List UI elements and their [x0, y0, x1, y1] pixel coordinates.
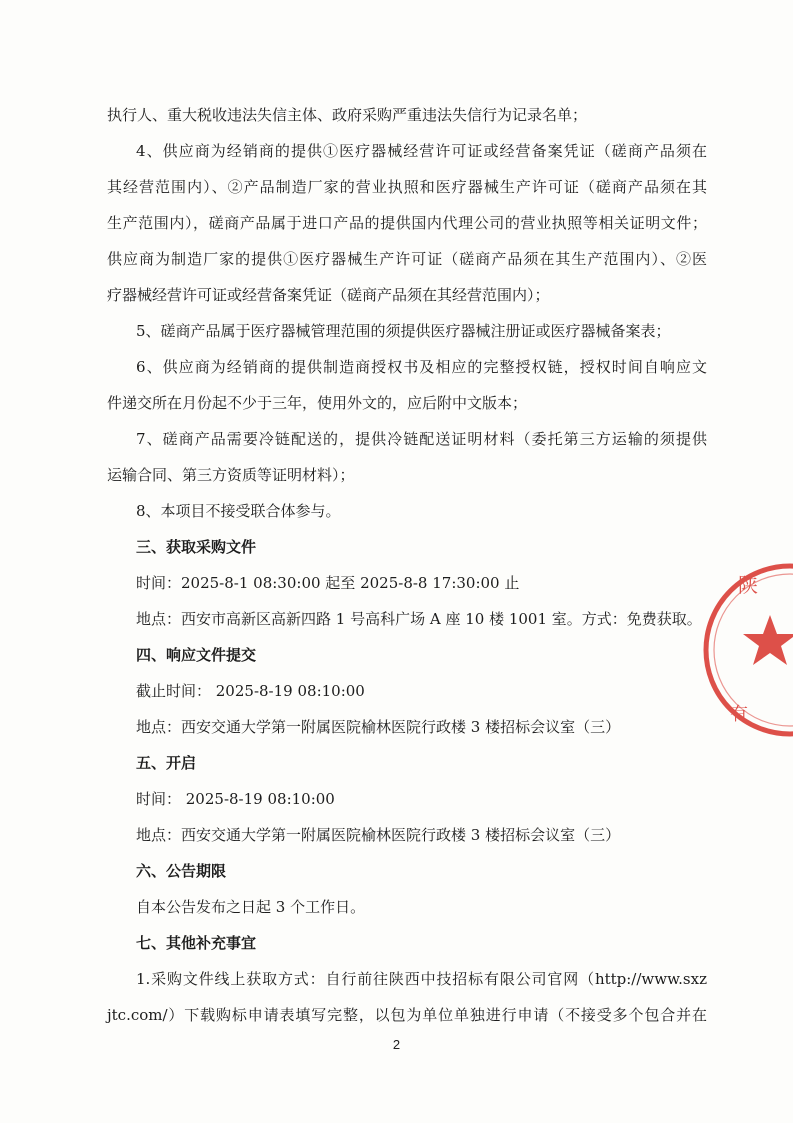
text-line: 供应商为制造厂家的提供①医疗器械生产许可证（磋商产品须在其生产范围内）、②医 [107, 250, 707, 268]
text-line: 6、供应商为经销商的提供制造商授权书及相应的完整授权链，授权时间自响应文 [136, 358, 707, 376]
text-line: 时间：2025-8-1 08:30:00 起至 2025-8-8 17:30:00 止 [136, 574, 520, 592]
svg-text:陕: 陕 [738, 573, 758, 597]
text-line: 7、磋商产品需要冷链配送的，提供冷链配送证明材料（委托第三方运输的须提供 [136, 430, 707, 448]
text-line: 运输合同、第三方资质等证明材料）； [107, 466, 355, 484]
text-line: 自本公告发布之日起 3 个工作日。 [136, 898, 366, 916]
section-heading: 五、开启 [136, 754, 197, 772]
text-line: 件递交所在月份起不少于三年，使用外文的，应后附中文版本； [107, 394, 528, 412]
text-line: jtc.com/）下载购标申请表填写完整，以包为单位单独进行申请（不接受多个包合并在 [107, 1006, 707, 1024]
text-line: 执行人、重大税收违法失信主体、政府采购严重违法失信行为记录名单； [107, 106, 588, 124]
text-line: 生产范围内），磋商产品属于进口产品的提供国内代理公司的营业执照等相关证明文件； [107, 214, 707, 232]
text-line: 疗器械经营许可证或经营备案凭证（磋商产品须在其经营范围内）； [107, 286, 550, 304]
text-line: 1.采购文件线上获取方式：自行前往陕西中技招标有限公司官网（http://www.sxz [136, 970, 707, 988]
text-line: 4、供应商为经销商的提供①医疗器械经营许可证或经营备案凭证（磋商产品须在 [136, 142, 707, 160]
section-heading: 六、公告期限 [136, 862, 227, 880]
section-heading: 七、其他补充事宜 [136, 934, 257, 952]
official-seal-icon [700, 560, 793, 740]
text-line: 8、本项目不接受联合体参与。 [136, 502, 341, 520]
page-number: 2 [392, 1037, 401, 1052]
section-heading: 四、响应文件提交 [136, 646, 257, 664]
text-line: 地点：西安交通大学第一附属医院榆林医院行政楼 3 楼招标会议室（三） [136, 718, 621, 736]
text-line: 地点：西安交通大学第一附属医院榆林医院行政楼 3 楼招标会议室（三） [136, 826, 621, 844]
svg-text:有: 有 [730, 704, 748, 725]
text-line: 5、磋商产品属于医疗器械管理范围的须提供医疗器械注册证或医疗器械备案表； [136, 322, 671, 340]
text-line: 其经营范围内）、②产品制造厂家的营业执照和医疗器械生产许可证（磋商产品须在其 [107, 178, 707, 196]
section-heading: 三、获取采购文件 [136, 538, 257, 556]
text-line: 截止时间： 2025-8-19 08:10:00 [136, 682, 365, 700]
text-line: 地点：西安市高新区高新四路 1 号高科广场 A 座 10 楼 1001 室。方式：免费获取。 [136, 610, 702, 628]
text-line: 时间： 2025-8-19 08:10:00 [136, 790, 335, 808]
